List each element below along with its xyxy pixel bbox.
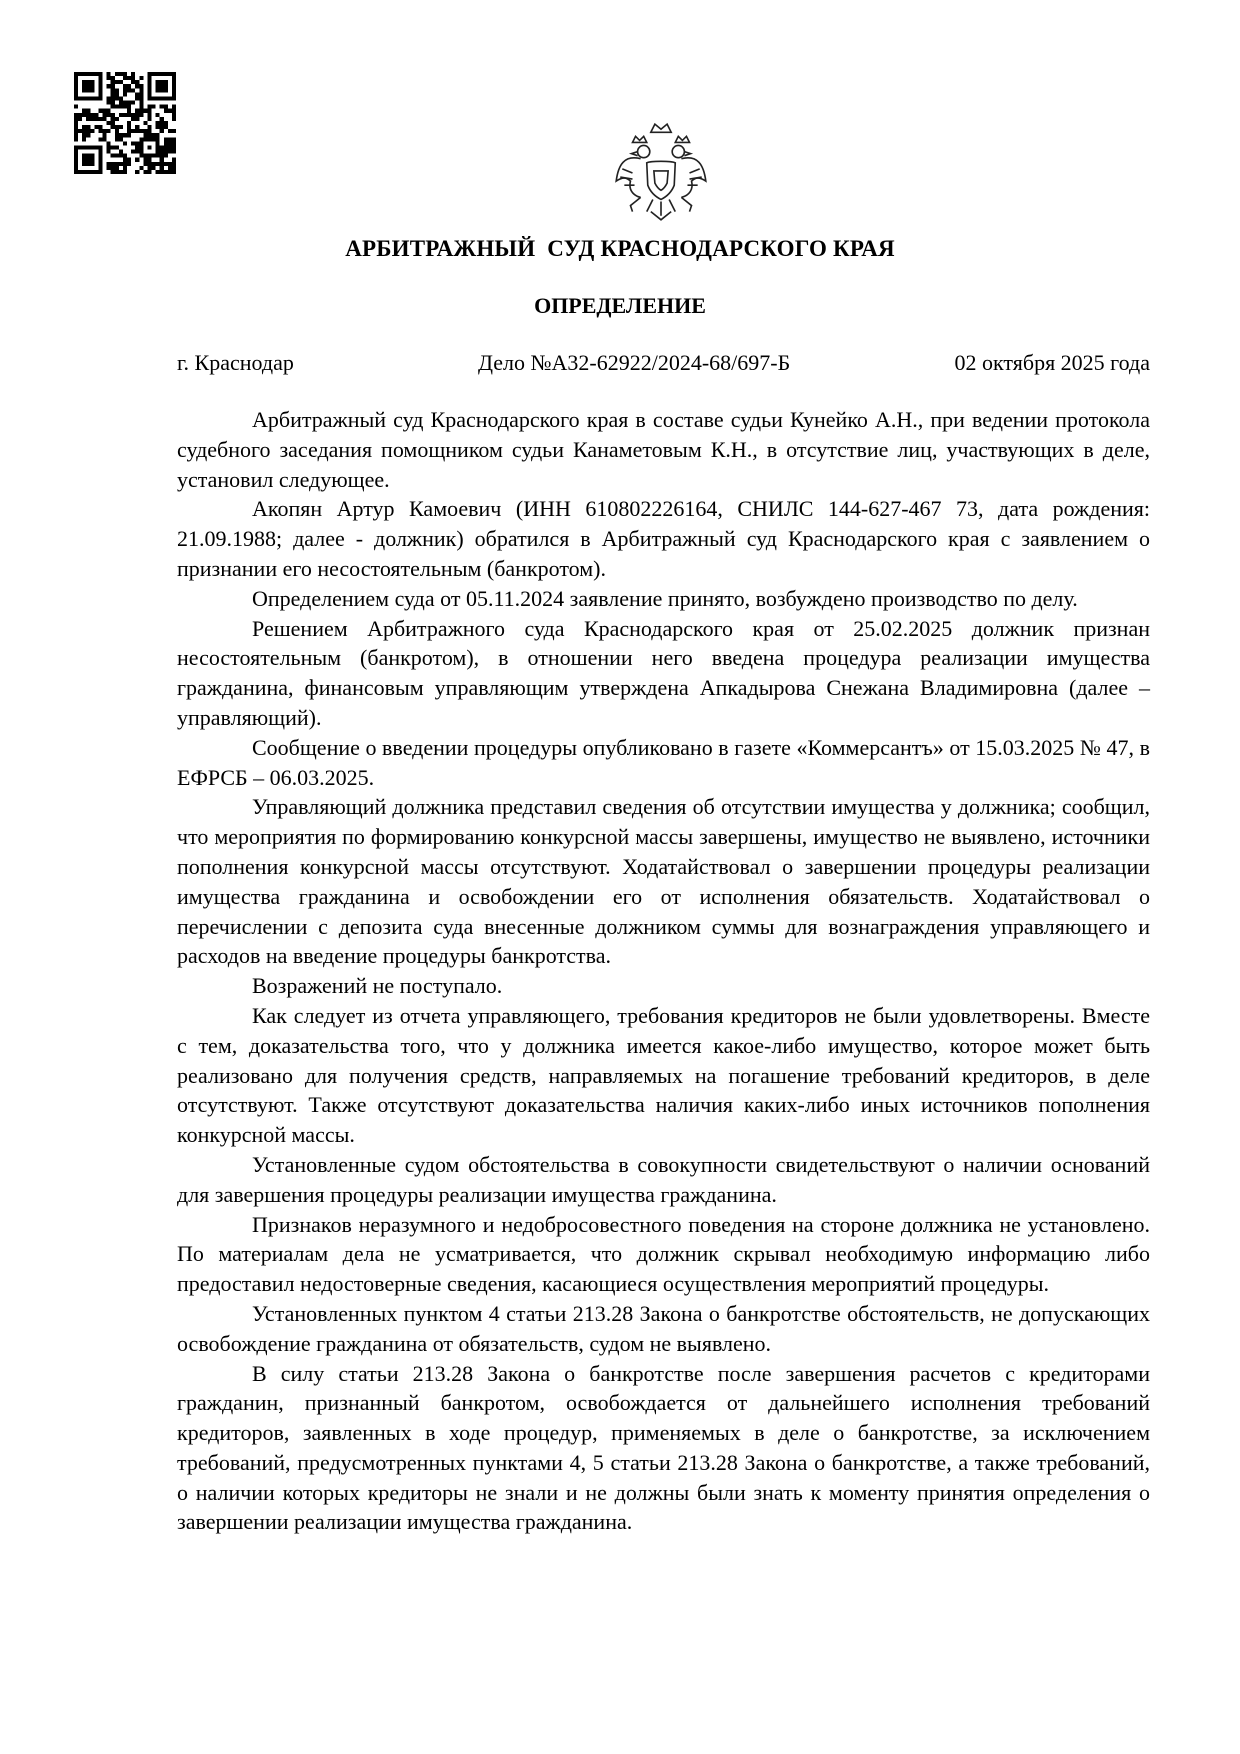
paragraph: В силу статьи 213.28 Закона о банкротстве после завершения расчетов с кредиторами гражданин, признанный банкротом, освобождается от дальнейшего исполнения требований кредиторов, заявленных в ходе процедур, применяемых в деле о банкротстве, за исключением требований, предусмотренных пунктами 4, 5 статьи 213.28 Закона о банкротстве, а также требований, о наличии которых кредиторы не знали и не должны были знать к моменту принятия определения о завершении реализации имущества гражданина. xyxy=(177,1360,1150,1535)
paragraph: Возражений не поступало. xyxy=(252,973,503,999)
paragraph: Как следует из отчета управляющего, требования кредиторов не были удовлетворены. Вместе с тем, доказательства того, что у должника имеется какое-либо имущество, которое может быть реализовано для получения средств, направляемых на погашение требований кредиторов, в деле отсутствуют. Также отсутствуют доказательства наличия каких-либо иных источников пополнения конкурсной массы. xyxy=(177,1002,1150,1148)
paragraph: Управляющий должника представил сведения об отсутствии имущества у должника; сообщил, что мероприятия по формированию конкурсной массы завершены, имущество не выявлено, источники пополнения конкурсной массы отсутствуют. Ходатайствовал о завершении процедуры реализации имущества гражданина и освобождении его от исполнения обязательств. Ходатайствовал о перечислении с депозита суда внесенные должником суммы для вознаграждения управляющего и расходов на введение процедуры банкротства. xyxy=(177,794,1150,969)
paragraph: Признаков неразумного и недобросовестного поведения на стороне должника не установлено. По материалам дела не усматривается, что должник скрывал необходимую информацию либо предоставил недостоверные сведения, касающиеся осуществления мероприятий процедуры. xyxy=(177,1211,1150,1297)
document-type: ОПРЕДЕЛЕНИЕ xyxy=(534,293,706,318)
paragraph: Определением суда от 05.11.2024 заявление принято, возбуждено производство по делу. xyxy=(252,585,1078,611)
coat-of-arms-icon xyxy=(610,118,712,230)
paragraph: Установленные судом обстоятельства в совокупности свидетельствуют о наличии оснований для завершения процедуры реализации имущества гражданина. xyxy=(177,1151,1150,1207)
paragraph: Акопян Артур Камоевич (ИНН 610802226164, СНИЛС 144-627-467 73, дата рождения: 21.09.1988; далее - должник) обратился в Арбитражный суд Краснодарского края с заявлением о признании его несостоятельным (банкротом). xyxy=(177,496,1150,581)
paragraph: Сообщение о введении процедуры опубликовано в газете «Коммерсантъ» от 15.03.2025 № 47, в ЕФРСБ – 06.03.2025. xyxy=(177,734,1150,790)
paragraph: Установленных пунктом 4 статьи 213.28 Закона о банкротстве обстоятельств, не допускающих освобождение гражданина от обязательств, судом не выявлено. xyxy=(177,1300,1150,1356)
document-date: 02 октября 2025 года xyxy=(954,350,1150,375)
court-name: АРБИТРАЖНЫЙ СУД КРАСНОДАРСКОГО КРАЯ xyxy=(345,236,895,261)
document-meta-row xyxy=(177,350,1150,380)
case-number: Дело №А32-62922/2024-68/697-Б xyxy=(478,350,791,375)
qr-code-icon xyxy=(74,72,176,174)
city: г. Краснодар xyxy=(177,350,294,375)
document-body xyxy=(177,405,1150,1537)
paragraph: Арбитражный суд Краснодарского края в составе судьи Кунейко А.Н., при ведении протокола судебного заседания помощником судьи Канаметовым К.Н., в отсутствие лиц, участвующих в деле, установил следующее. xyxy=(177,407,1150,492)
paragraph: Решением Арбитражного суда Краснодарского края от 25.02.2025 должник признан несостоятельным (банкротом), в отношении него введена процедура реализации имущества гражданина, финансовым управляющим утверждена Апкадырова Снежана Владимировна (далее – управляющий). xyxy=(177,615,1150,730)
